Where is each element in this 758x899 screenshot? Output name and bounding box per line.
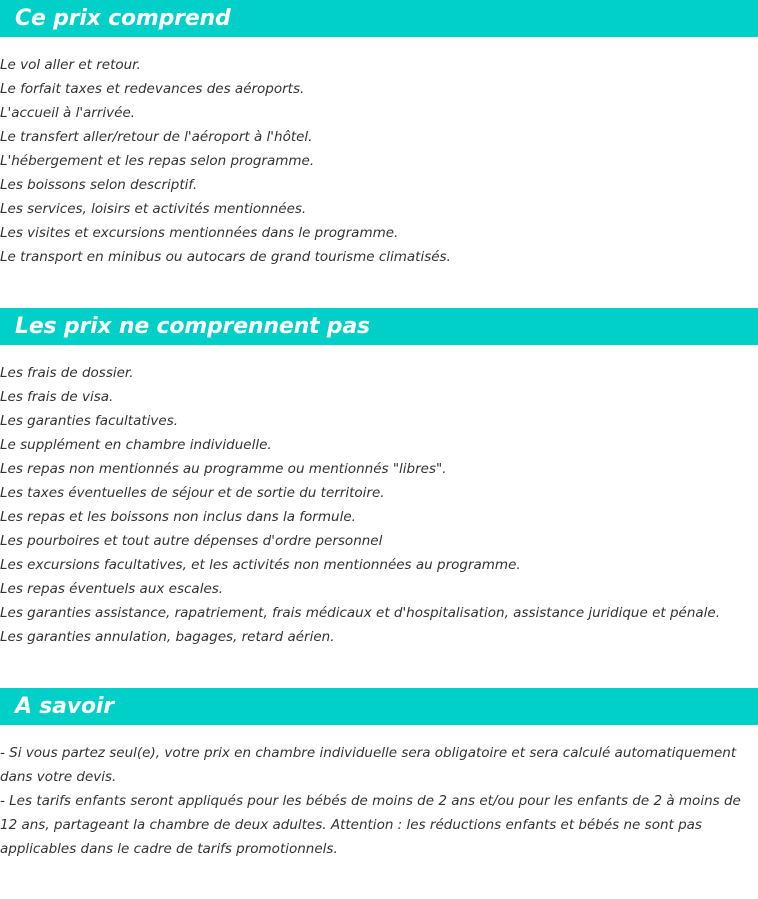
section-title-excludes: Les prix ne comprennent pas <box>15 314 370 339</box>
list-item: Les repas et les boissons non inclus dans la formule. <box>0 509 356 525</box>
list-item: Les pourboires et tout autre dépenses d'ordre personnel <box>0 533 383 549</box>
section-header-excludes <box>0 308 758 345</box>
section-good-to-know <box>0 688 758 861</box>
list-item: Les boissons selon descriptif. <box>0 177 198 193</box>
section-header-info <box>0 688 758 725</box>
section-title-info: A savoir <box>15 694 114 719</box>
list-item: Les visites et excursions mentionnées dans le programme. <box>0 225 399 241</box>
info-paragraph: - Si vous partez seul(e), votre prix en chambre individuelle sera obligatoire et sera calculé automatiquement dans votre devis. <box>0 745 737 785</box>
list-item: Les services, loisirs et activités mentionnées. <box>0 201 307 217</box>
section-header-includes <box>0 0 758 37</box>
list-item: Le vol aller et retour. <box>0 57 141 73</box>
list-item: Les garanties annulation, bagages, retard aérien. <box>0 629 335 645</box>
section-price-excludes <box>0 308 758 649</box>
list-item: Les taxes éventuelles de séjour et de sortie du territoire. <box>0 485 385 501</box>
list-item: Le transport en minibus ou autocars de grand tourisme climatisés. <box>0 249 451 265</box>
list-item: L'accueil à l'arrivée. <box>0 105 136 121</box>
list-item: Les repas éventuels aux escales. <box>0 581 224 597</box>
list-item: Les excursions facultatives, et les activités non mentionnées au programme. <box>0 557 521 573</box>
list-item: Les garanties facultatives. <box>0 413 179 429</box>
list-item: Les frais de visa. <box>0 389 114 405</box>
list-item: Les repas non mentionnés au programme ou mentionnés "libres". <box>0 461 447 477</box>
list-item: Les frais de dossier. <box>0 365 134 381</box>
excludes-list <box>0 345 758 649</box>
section-title-includes: Ce prix comprend <box>15 6 231 31</box>
list-item: Le transfert aller/retour de l'aéroport à l'hôtel. <box>0 129 313 145</box>
list-item: Les garanties assistance, rapatriement, frais médicaux et d'hospitalisation, assistance juridique et pénale. <box>0 605 721 621</box>
list-item: L'hébergement et les repas selon programme. <box>0 153 315 169</box>
section-price-includes <box>0 0 758 269</box>
info-paragraph: - Les tarifs enfants seront appliqués pour les bébés de moins de 2 ans et/ou pour les enfants de 2 à moins de 12 ans, partageant la chambre de deux adultes. Attention : les réductions enfants et bébés ne sont pas applicables dans le cadre de tarifs promotionnels. <box>0 793 741 857</box>
list-item: Le supplément en chambre individuelle. <box>0 437 272 453</box>
info-paragraphs <box>0 725 758 861</box>
list-item: Le forfait taxes et redevances des aéroports. <box>0 81 305 97</box>
includes-list <box>0 37 758 269</box>
